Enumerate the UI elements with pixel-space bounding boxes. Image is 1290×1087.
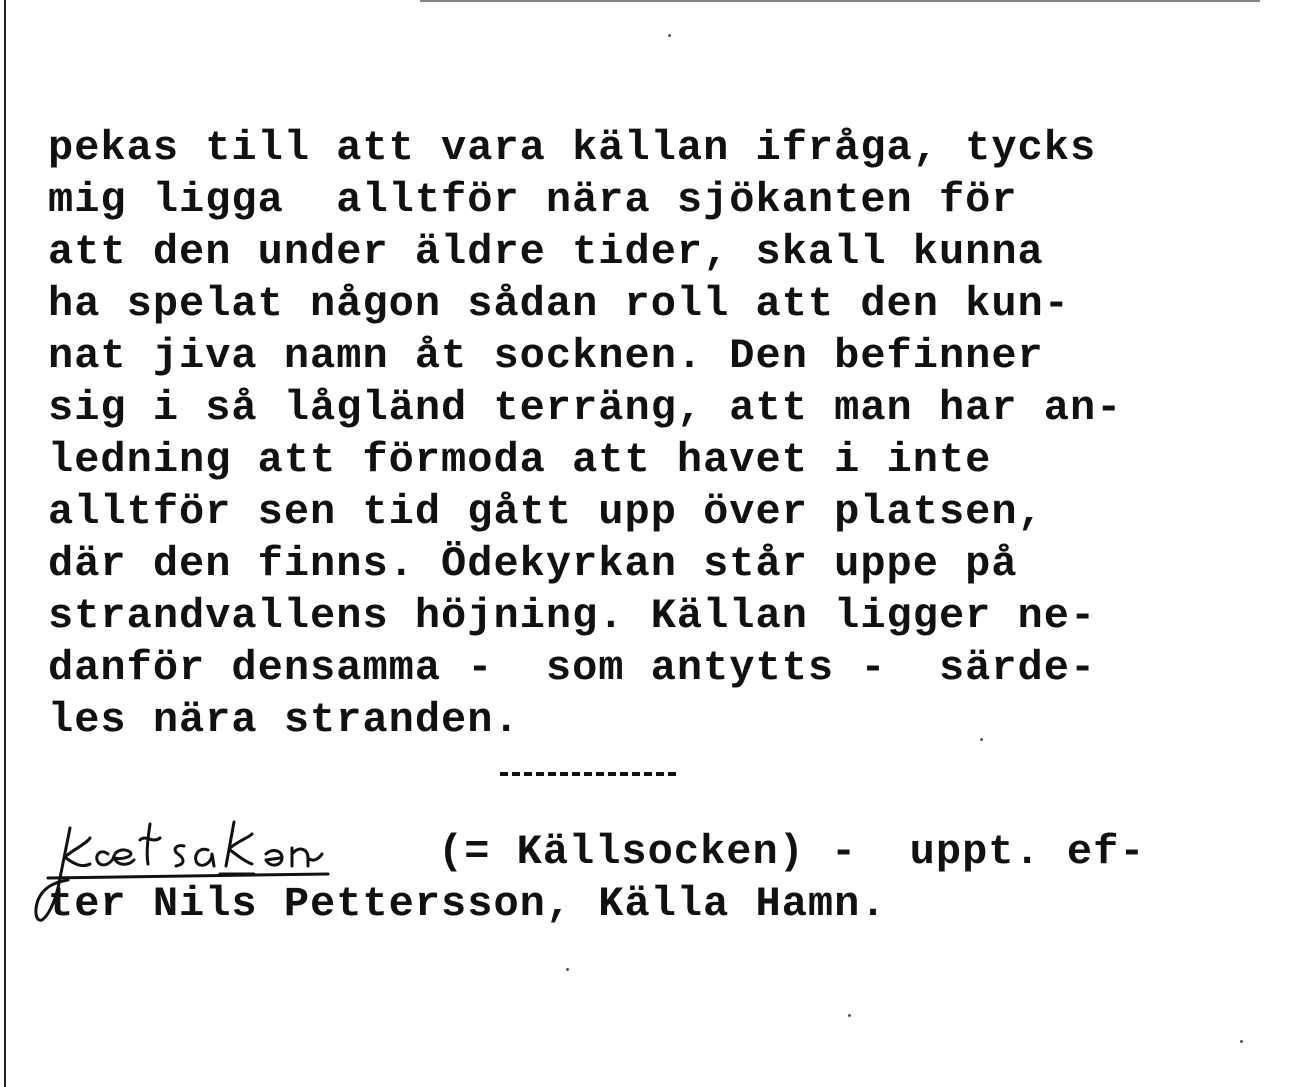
text-line: alltför sen tid gått upp över platsen,: [48, 488, 1044, 536]
text-line: danför densamma - som antytts - särde-: [48, 644, 1097, 692]
text-line: les nära stranden.: [48, 696, 520, 744]
entry-source: ter Nils Pettersson, Källa Hamn.: [48, 880, 887, 928]
entry-gloss: (= Källsocken) - uppt. ef-: [438, 828, 1146, 876]
page-top-edge: [420, 0, 1260, 2]
text-line: sig i så lågländ terräng, att man har an-: [48, 384, 1123, 432]
text-line: att den under äldre tider, skall kunna: [48, 228, 1044, 276]
text-line: strandvallens höjning. Källan ligger ne-: [48, 592, 1097, 640]
typed-paragraph: [48, 122, 1122, 746]
text-line: pekas till att vara källan ifråga, tycks: [48, 124, 1097, 172]
section-separator: [500, 772, 676, 780]
text-line: mig ligga alltför nära sjökanten för: [48, 176, 1018, 224]
paper-speck: [668, 34, 671, 37]
paper-speck: [566, 968, 569, 971]
dialect-entry: [8, 808, 1268, 936]
handwritten-word-text: kælsakən: [8, 808, 13, 809]
text-line: ledning att förmoda att havet i inte: [48, 436, 992, 484]
paper-speck: [1240, 1040, 1243, 1043]
text-line: ha spelat någon sådan roll att den kun-: [48, 280, 1070, 328]
text-line: där den finns. Ödekyrkan står uppe på: [48, 540, 1018, 588]
paper-speck: [848, 1014, 851, 1017]
paper-speck: [980, 738, 983, 741]
page-left-edge: [4, 0, 6, 1087]
text-line: nat jiva namn åt socknen. Den befinner: [48, 332, 1044, 380]
